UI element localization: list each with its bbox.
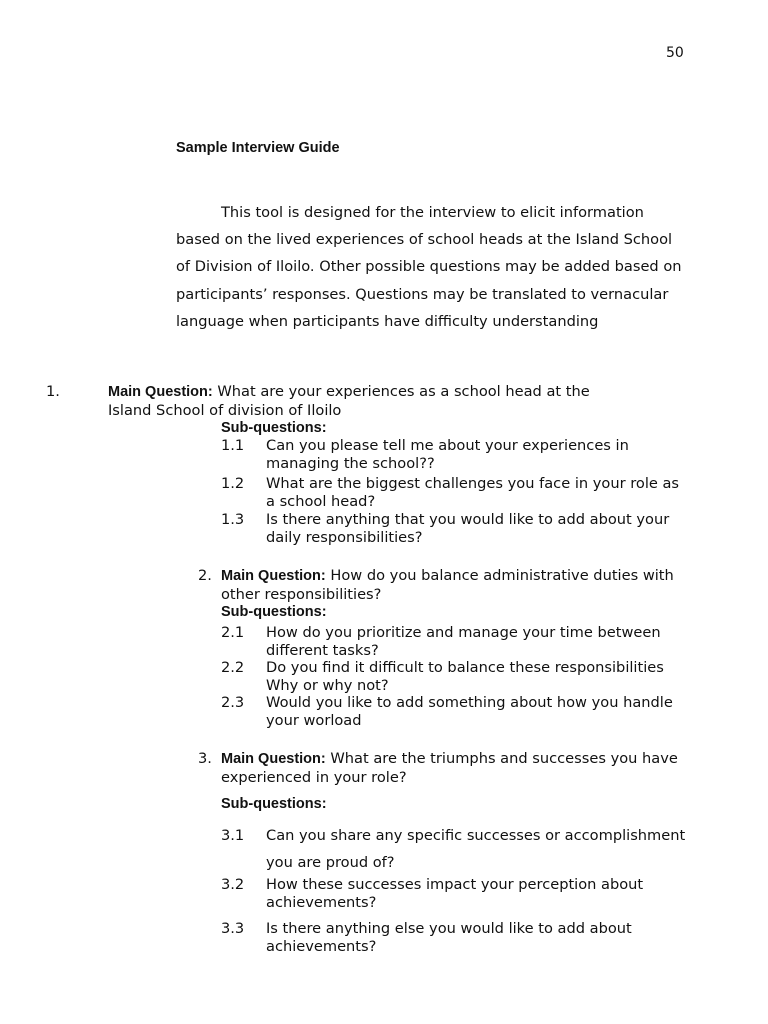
- sub-questions-heading: Sub-questions:: [221, 604, 327, 620]
- sub-question-number: 1.1: [221, 437, 245, 454]
- question-number: 2.: [198, 567, 212, 584]
- sub-question-text: Can you share any specific successes or accomplishment you are proud of?: [266, 827, 686, 871]
- sub-question-text: What are the biggest challenges you face in your role as a school head?: [266, 475, 680, 510]
- sub-question-number: 2.3: [221, 694, 245, 711]
- sub-question-number: 1.2: [221, 475, 245, 492]
- question-number: 3.: [198, 750, 212, 767]
- document-title: Sample Interview Guide: [176, 140, 340, 156]
- question-number: 1.: [46, 383, 60, 400]
- main-question-label: Main Question:: [221, 751, 326, 767]
- sub-questions-heading: Sub-questions:: [221, 420, 327, 436]
- intro-text: This tool is designed for the interview to elicit information based on the lived experiences of school heads at the Island School of Division of Iloilo. Other possible questions may be added based on participants’ responses. Questions may be translated to vernacular language when participants have difficulty understanding: [176, 204, 682, 330]
- main-question-label: Main Question:: [108, 384, 213, 400]
- intro-paragraph: [176, 199, 686, 335]
- sub-question-text: How these successes impact your perception about achievements?: [266, 876, 644, 911]
- sub-question-text: Do you find it difficult to balance these responsibilities Why or why not?: [266, 659, 664, 694]
- main-question-text: What are the triumphs and successes you have experienced in your role?: [221, 750, 678, 786]
- sub-question-text: Would you like to add something about how you handle your worload: [266, 694, 673, 729]
- sub-question-text: Can you please tell me about your experiences in managing the school??: [266, 437, 629, 472]
- sub-question-number: 2.2: [221, 659, 245, 676]
- sub-question-text: Is there anything else you would like to add about achievements?: [266, 920, 632, 955]
- sub-question-number: 1.3: [221, 511, 245, 528]
- sub-question-number: 3.3: [221, 920, 245, 937]
- main-question-label: Main Question:: [221, 568, 326, 584]
- sub-question-number: 3.1: [221, 827, 245, 844]
- sub-question-number: 3.2: [221, 876, 245, 893]
- page-number: 50: [666, 45, 684, 61]
- main-question: [221, 750, 691, 787]
- main-question-text: What are your experiences as a school head at the Island School of division of Iloilo: [108, 383, 590, 419]
- sub-question-number: 2.1: [221, 624, 245, 641]
- sub-questions-heading: Sub-questions:: [221, 796, 327, 812]
- main-question-text: How do you balance administrative duties with other responsibilities?: [221, 567, 674, 603]
- main-question: [221, 567, 691, 603]
- sub-question-text: Is there anything that you would like to add about your daily responsibilities?: [266, 511, 670, 546]
- sub-question-text: How do you prioritize and manage your time between different tasks?: [266, 624, 661, 659]
- main-question: [108, 383, 618, 419]
